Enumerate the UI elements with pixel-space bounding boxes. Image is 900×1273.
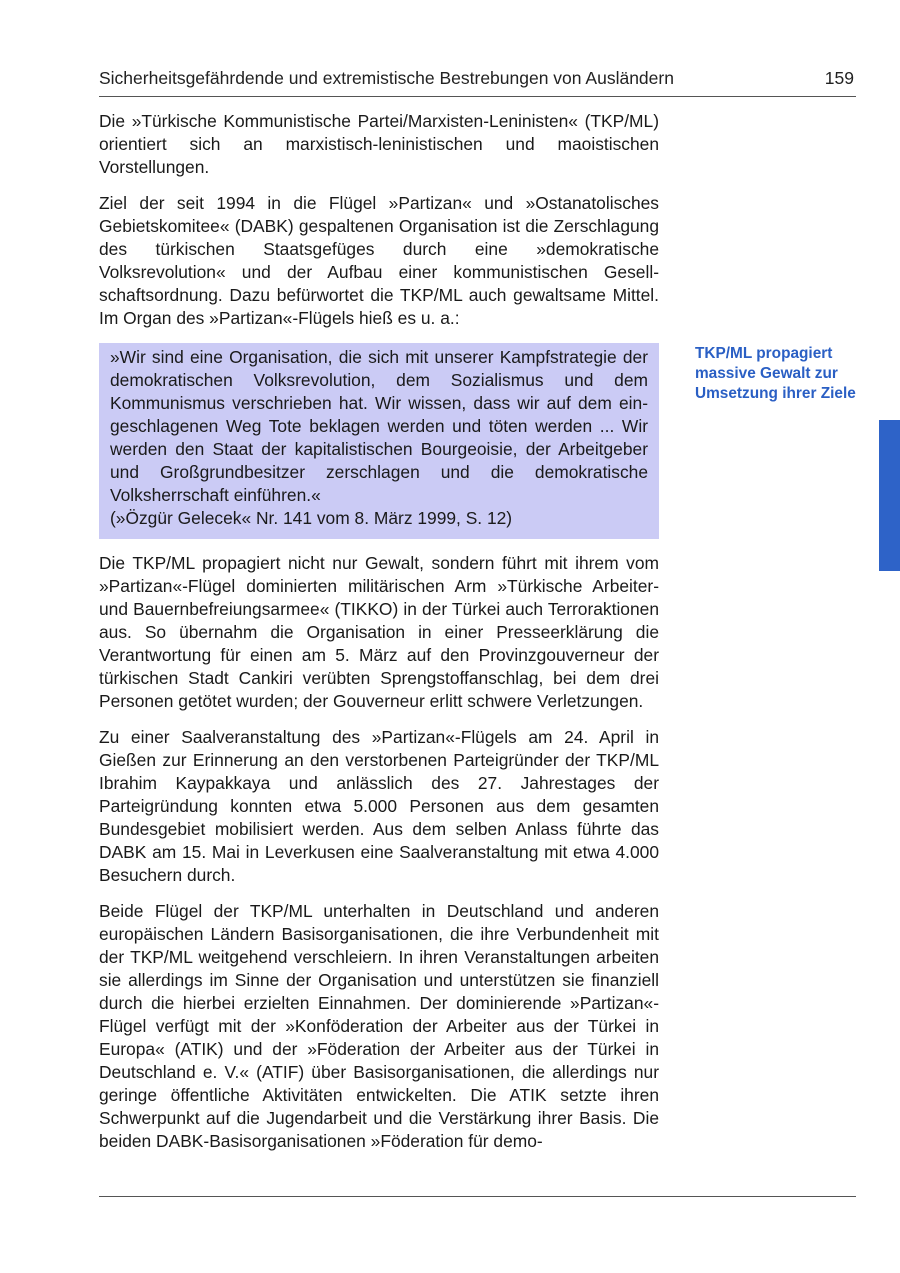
quote-text: »Wir sind eine Organisation, die sich mit unserer Kampfstrategie der demokratischen Volksrevolution, dem Sozialismus und dem Kommunismus verschrieben hat. Wir wissen, dass wir auf dem eingeschlagenen Weg Tote beklagen werden und töten werden ... Wir werden den Staat der kapitalistischen Bourgeoisie, der Arbeitgeber und Großgrundbesitzer zerschlagen und die demokratische Volksherrschaft einführen.« — [110, 347, 648, 505]
margin-note: TKP/ML propagiert massive Gewalt zur Umsetzung ihrer Ziele — [695, 345, 856, 402]
quote-source: (»Özgür Gelecek« Nr. 141 vom 8. März 1999, S. 12) — [110, 508, 513, 528]
page-number: 159 — [824, 68, 854, 88]
paragraph-base-organizations: Beide Flügel der TKP/ML unterhalten in Deutschland und anderen europäischen Ländern Basisorganisationen, die ihre Verbundenheit mit der TKP/ML weitgehend verschleiern. In ihren Veranstaltungen arbeiten sie allerdings im Sinne der Organisation und unterstützen sie finanziell durch die hierbei erzielten Einnahmen. Der dominierende »Partizan«-Flügel verfügt mit der »Konföderation der Arbeiter aus der Türkei in Europa« (ATIK) und der »Föderation der Arbeiter aus der Türkei in Deutschland e. V.« (ATIF) über Basisorganisationen, die allerdings nur geringe öffentliche Aktivitäten entwickelten. Die ATIK setzte ihren Schwerpunkt auf die Jugendarbeit und die Verstärkung ihrer Basis. Die beiden DABK-Basisorganisationen »Föderation für demo- — [99, 901, 659, 1151]
running-header — [99, 66, 856, 97]
chapter-side-tab — [879, 420, 900, 571]
paragraph-goal: Ziel der seit 1994 in die Flügel »Partizan« und »Ostanatolisches Gebietskomitee« (DABK) gespaltenen Organisation ist die Zerschlagung des türkischen Staatsgefüges durch eine »demokratische Volksrevolution« und der Aufbau einer kommunistischen Gesellschaftsordnung. Dazu befürwortet die TKP/ML auch gewaltsame Mittel. Im Organ des »Partizan«-Flügels hieß es u. a.: — [99, 193, 659, 328]
paragraph-events: Zu einer Saalveranstaltung des »Partizan«-Flügels am 24. April in Gießen zur Erinnerung an den verstorbenen Parteigründer der TKP/ML Ibrahim Kaypakkaya und anlässlich des 27. Jahrestages der Parteigründung konnten etwa 5.000 Personen aus dem gesamten Bundesgebiet mobilisiert werden. Aus dem selben Anlass führte das DABK am 15. Mai in Leverkusen eine Saalveranstaltung mit etwa 4.000 Besuchern durch. — [99, 727, 659, 885]
paragraph-intro: Die »Türkische Kommunistische Partei/Marxisten-Leninisten« (TKP/ML) orientiert sich an marxistisch-leninistischen und maoistischen Vorstellungen. — [99, 111, 659, 177]
quote-box — [99, 343, 659, 539]
paragraph-terror-actions: Die TKP/ML propagiert nicht nur Gewalt, sondern führt mit ihrem vom »Partizan«-Flügel dominierten militärischen Arm »Türkische Arbeiter- und Bauernbefreiungsarmee« (TIKKO) in der Türkei auch Terroraktionen aus. So übernahm die Organisation in einer Presseerklärung die Verantwortung für einen am 5. März auf den Provinzgouverneur der türkischen Stadt Cankiri verübten Sprengstoffanschlag, bei dem drei Personen getötet wurden; der Gouverneur erlitt schwere Verletzungen. — [99, 553, 659, 711]
header-title: Sicherheitsgefährdende und extremistische Bestrebungen von Ausländern — [99, 68, 674, 88]
main-text-column — [99, 110, 659, 1166]
footer-rule — [99, 1196, 856, 1197]
